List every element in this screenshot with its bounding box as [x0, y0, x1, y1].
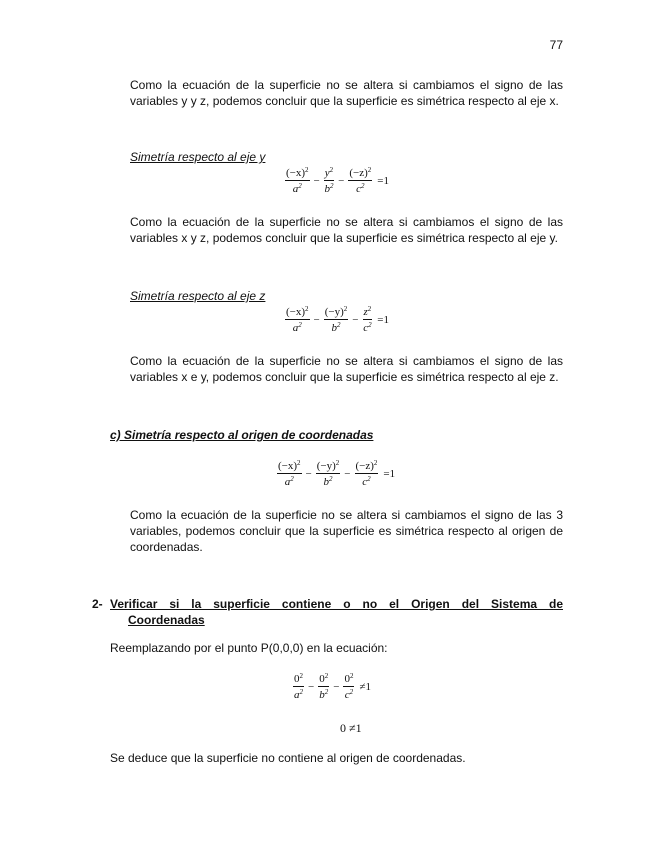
conclusion: Se deduce que la superficie no contiene al origen de coordenadas. — [110, 751, 466, 765]
paragraph-symmetry-z: Como la ecuación de la superficie no se altera si cambiamos el signo de las variables x e y, podemos concluir que la superficie es simétrica respecto al eje z. — [130, 354, 563, 384]
paragraph-symmetry-y: Como la ecuación de la superficie no se altera si cambiamos el signo de las variables x y z, podemos concluir que la superficie es simétrica respecto al eje y. — [130, 215, 563, 245]
result-inequality: 0 ≠1 — [340, 721, 362, 735]
section-title-line1: Verificar si la superficie contiene o no el Origen del Sistema de — [110, 597, 563, 611]
equation-symmetry-z: $\frac{(-x)^2}{a^2}$ − $\frac{(-y)^2}{b^2}$ − $\frac{z^2}{c^2}$ =1 — [286, 305, 389, 334]
section-title-line2: Coordenadas — [128, 613, 205, 627]
section-number: 2- — [92, 597, 103, 611]
heading-symmetry-y: Simetría respecto al eje y — [130, 150, 266, 164]
section-2-heading — [92, 596, 563, 628]
paragraph-symmetry-origin: Como la ecuación de la superficie no se altera si cambiamos el signo de las 3 variables, podemos concluir que la superficie es simétrica respecto al origen de coordenadas. — [130, 508, 563, 554]
heading-symmetry-origin: c) Simetría respecto al origen de coordenadas — [110, 428, 374, 442]
paragraph-symmetry-x: Como la ecuación de la superficie no se altera si cambiamos el signo de las variables y y z, podemos concluir que la superficie es simétrica respecto al eje x. — [130, 78, 563, 108]
heading-symmetry-z: Simetría respecto al eje z — [130, 289, 266, 303]
page-number: 77 — [549, 38, 563, 52]
equation-symmetry-y: $\frac{(-x)^2}{a^2}$ − $\frac{y^2}{b^2}$ − $\frac{(-z)^2}{c^2}$ =1 — [286, 166, 389, 195]
replace-instruction: Reemplazando por el punto P(0,0,0) en la ecuación: — [110, 641, 388, 655]
equation-symmetry-origin: $\frac{(-x)^2}{a^2}$ − $\frac{(-y)^2}{b^2}$ − $\frac{(-z)^2}{c^2}$ =1 — [278, 459, 396, 488]
equation-origin-substitution: $\frac{0^2}{a^2}$ − $\frac{0^2}{b^2}$ − $\frac{0^2}{c^2}$ ≠1 — [294, 672, 371, 701]
